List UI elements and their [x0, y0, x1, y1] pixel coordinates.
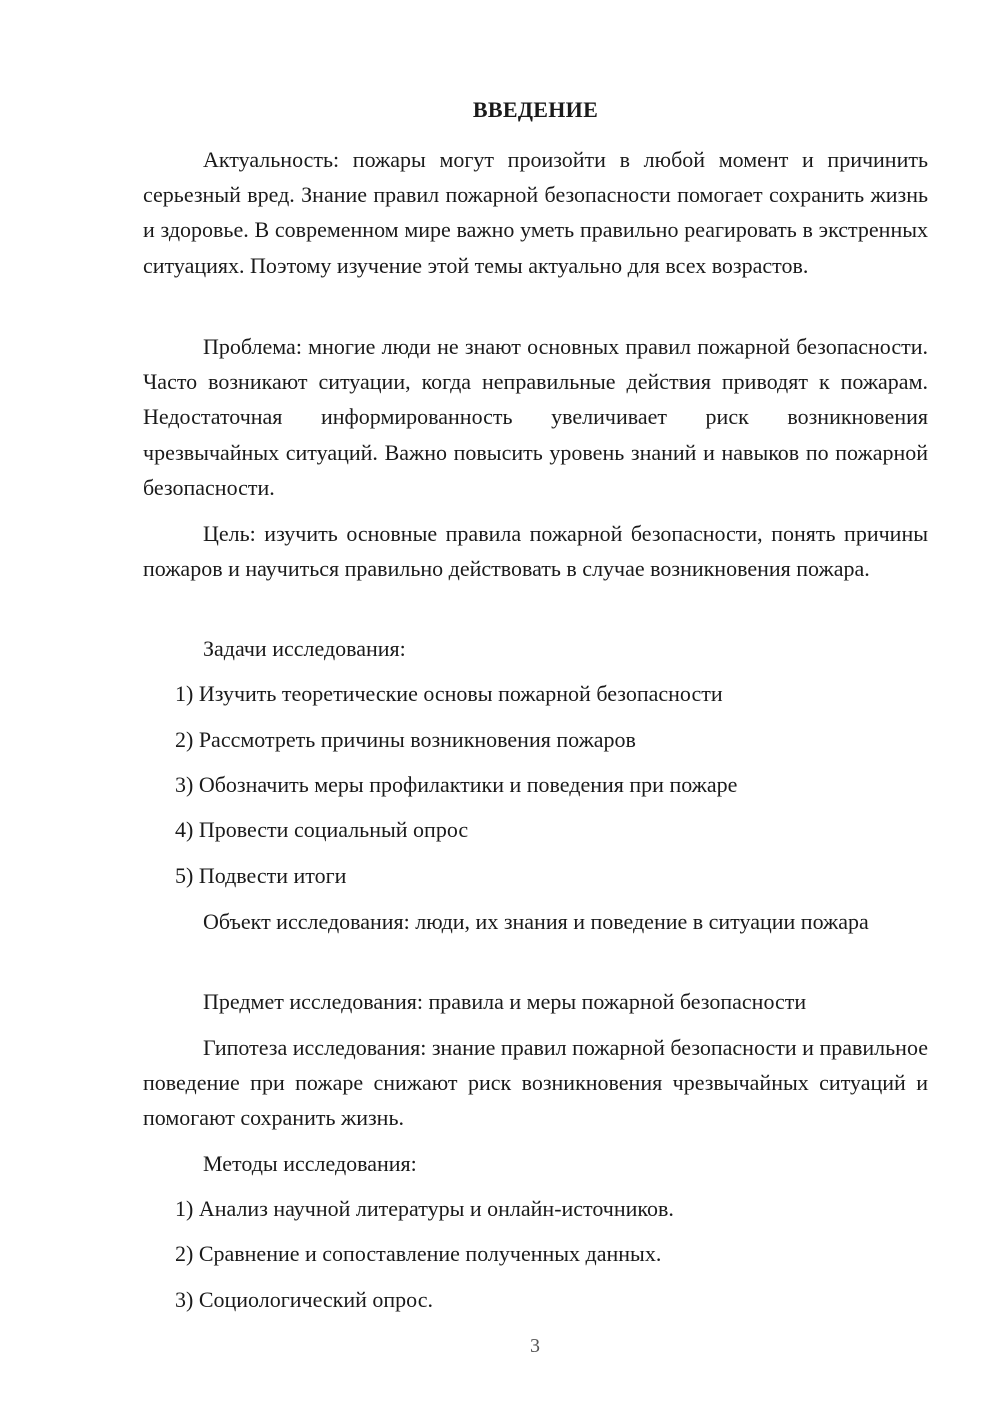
paragraph-relevance: Актуальность: пожары могут произойти в любой момент и причинить серьезный вред. Знание правил пожарной безопасности помогает сохранить жизнь и здоровье. В современном мире важно уметь правильно реагировать в экстренных ситуациях. Поэтому изучение этой темы актуально для всех возрастов. — [143, 147, 928, 278]
task-item-2: 2) Рассмотреть причины возникновения пожаров — [175, 727, 636, 752]
paragraph-problem: Проблема: многие люди не знают основных правил пожарной безопасности. Часто возникают ситуации, когда неправильные действия приводят к пожарам. Недостаточная информированность увеличивает риск возникновения чрезвычайных ситуаций. Важно повысить уровень знаний и навыков по пожарной безопасности. — [143, 334, 928, 500]
method-item-1: 1) Анализ научной литературы и онлайн-источников. — [175, 1196, 674, 1221]
task-item-1: 1) Изучить теоретические основы пожарной безопасности — [175, 681, 723, 706]
task-item-3: 3) Обозначить меры профилактики и поведения при пожаре — [175, 772, 738, 797]
paragraph-goal: Цель: изучить основные правила пожарной безопасности, понять причины пожаров и научиться правильно действовать в случае возникновения пожара. — [143, 521, 928, 582]
paragraph-object: Объект исследования: люди, их знания и поведение в ситуации пожара — [203, 909, 869, 934]
page-title: ВВЕДЕНИЕ — [472, 97, 599, 122]
page-number: 3 — [530, 1335, 540, 1357]
method-item-2: 2) Сравнение и сопоставление полученных данных. — [175, 1241, 662, 1266]
task-item-5: 5) Подвести итоги — [175, 863, 347, 888]
task-item-4: 4) Провести социальный опрос — [175, 817, 469, 842]
paragraph-hypothesis: Гипотеза исследования: знание правил пожарной безопасности и правильное поведение при пожаре снижают риск возникновения чрезвычайных ситуаций и помогают сохранить жизнь. — [143, 1035, 928, 1131]
tasks-heading: Задачи исследования: — [203, 636, 406, 661]
paragraph-subject: Предмет исследования: правила и меры пожарной безопасности — [203, 989, 807, 1014]
method-item-3: 3) Социологический опрос. — [175, 1287, 433, 1312]
methods-heading: Методы исследования: — [203, 1151, 417, 1176]
